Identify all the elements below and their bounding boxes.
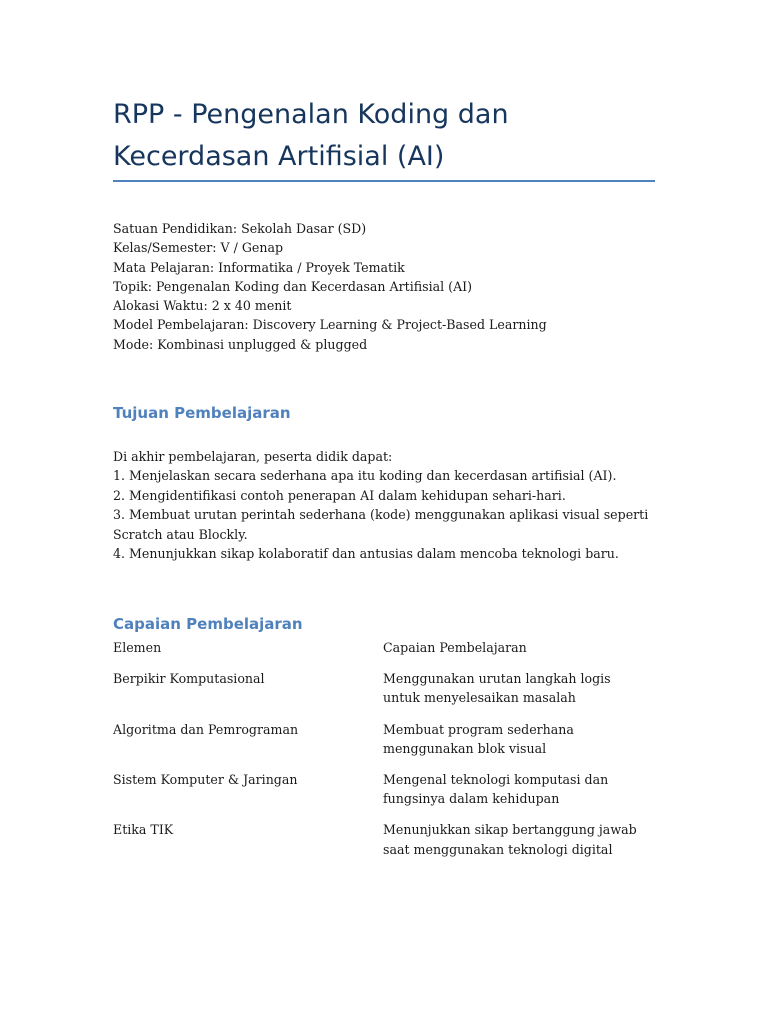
table-row <box>113 820 658 858</box>
table-row <box>113 669 658 707</box>
tujuan-list <box>113 466 658 563</box>
info-mata-pelajaran: Mata Pelajaran: Informatika / Proyek Tematik <box>113 259 405 275</box>
table-row <box>113 770 658 808</box>
capaian-cell: Membuat program sederhana menggunakan blok visual <box>383 721 574 756</box>
document-info <box>113 219 673 354</box>
tujuan-item: 1. Menjelaskan secara sederhana apa itu koding dan kecerdasan artifisial (AI). <box>113 468 617 484</box>
info-mode: Mode: Kombinasi unplugged & plugged <box>113 336 368 352</box>
tujuan-intro: Di akhir pembelajaran, peserta didik dapat: <box>113 449 393 464</box>
info-kelas-semester: Kelas/Semester: V / Genap <box>113 240 284 256</box>
column-header-elemen: Elemen <box>113 640 162 655</box>
capaian-cell: Mengenal teknologi komputasi dan fungsinya dalam kehidupan <box>383 772 609 807</box>
elemen-cell: Sistem Komputer & Jaringan <box>113 772 298 788</box>
tujuan-heading: Tujuan Pembelajaran <box>113 404 291 422</box>
info-model-pembelajaran: Model Pembelajaran: Discovery Learning & Project-Based Learning <box>113 317 547 333</box>
table-row <box>113 720 658 758</box>
info-topik: Topik: Pengenalan Koding dan Kecerdasan Artifisial (AI) <box>113 278 473 294</box>
elemen-cell: Algoritma dan Pemrograman <box>113 721 299 737</box>
title-divider <box>113 180 655 182</box>
elemen-cell: Etika TIK <box>113 822 174 838</box>
elemen-cell: Berpikir Komputasional <box>113 671 265 687</box>
info-satuan-pendidikan: Satuan Pendidikan: Sekolah Dasar (SD) <box>113 221 367 236</box>
tujuan-item: 3. Membuat urutan perintah sederhana (kode) menggunakan aplikasi visual seperti Scratch atau Blockly. <box>113 507 649 542</box>
capaian-cell: Menggunakan urutan langkah logis untuk menyelesaikan masalah <box>383 671 611 706</box>
capaian-table <box>113 638 658 871</box>
column-header-capaian: Capaian Pembelajaran <box>383 640 527 655</box>
tujuan-item: 2. Mengidentifikasi contoh penerapan AI dalam kehidupan sehari-hari. <box>113 487 566 503</box>
tujuan-item: 4. Menunjukkan sikap kolaboratif dan antusias dalam mencoba teknologi baru. <box>113 546 619 562</box>
page-title: RPP - Pengenalan Koding dan Kecerdasan Artifisial (AI) <box>113 99 509 172</box>
table-header-row <box>113 638 658 657</box>
tujuan-section <box>113 447 658 563</box>
capaian-heading: Capaian Pembelajaran <box>113 615 303 633</box>
info-alokasi-waktu: Alokasi Waktu: 2 x 40 menit <box>113 298 292 314</box>
capaian-cell: Menunjukkan sikap bertanggung jawab saat menggunakan teknologi digital <box>383 822 637 857</box>
